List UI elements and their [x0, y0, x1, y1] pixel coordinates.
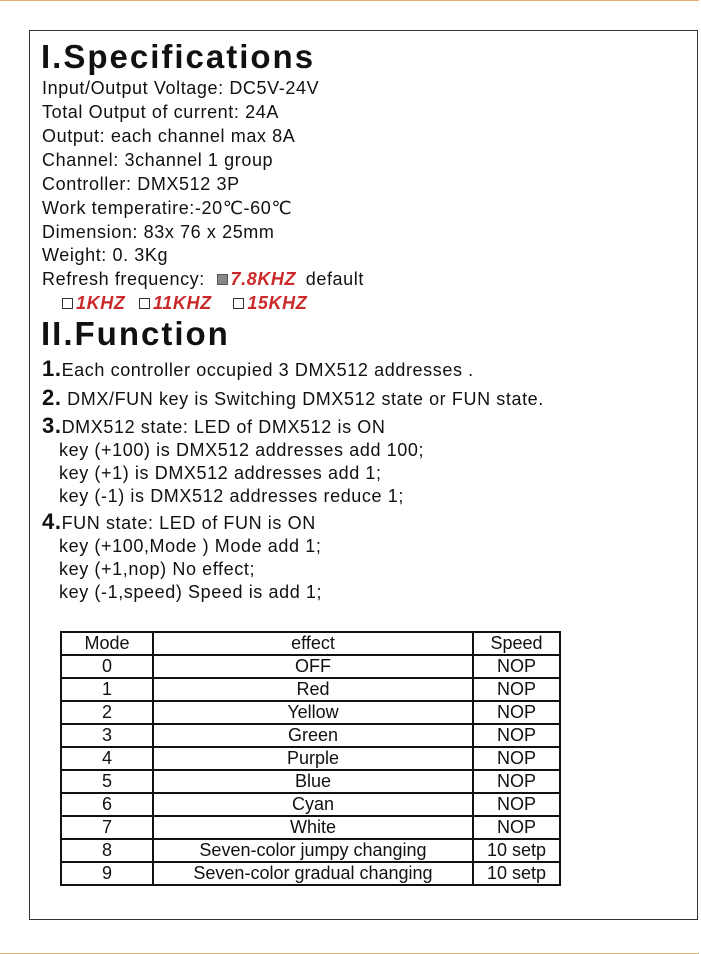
refresh-frequency-label: Refresh frequency: [42, 269, 205, 289]
speed-cell: NOP [473, 655, 560, 678]
function-item-3 [42, 415, 385, 437]
refresh-option-15khz: 15KHZ [247, 293, 308, 313]
function-item-2 [42, 387, 544, 409]
table-row [61, 793, 560, 816]
checkbox-empty-icon [233, 298, 244, 309]
effect-cell: Seven-color gradual changing [153, 862, 473, 885]
speed-cell: NOP [473, 816, 560, 839]
function-heading: II.Function [41, 315, 230, 352]
refresh-frequency-row [42, 270, 364, 288]
effect-cell: Red [153, 678, 473, 701]
speed-cell: NOP [473, 701, 560, 724]
table-row [61, 655, 560, 678]
function-4-key-plus100: key (+100,Mode ) Mode add 1; [59, 536, 322, 556]
table-row [61, 678, 560, 701]
function-3-key-plus1: key (+1) is DMX512 addresses add 1; [59, 463, 382, 483]
function-3-key-minus1: key (-1) is DMX512 addresses reduce 1; [59, 486, 404, 506]
mode-cell: 2 [61, 701, 153, 724]
checkbox-empty-icon [139, 298, 150, 309]
spec-output: Output: each channel max 8A [42, 126, 296, 146]
speed-cell: NOP [473, 724, 560, 747]
checkbox-checked-icon [217, 274, 228, 285]
spec-voltage: Input/Output Voltage: DC5V-24V [42, 78, 320, 98]
mode-cell: 6 [61, 793, 153, 816]
refresh-option-11khz: 11KHZ [153, 293, 212, 313]
speed-cell: NOP [473, 747, 560, 770]
effect-cell: Seven-color jumpy changing [153, 839, 473, 862]
effect-cell: Green [153, 724, 473, 747]
table-row [61, 701, 560, 724]
table-row [61, 816, 560, 839]
mode-cell: 8 [61, 839, 153, 862]
mode-cell: 9 [61, 862, 153, 885]
speed-cell: 10 setp [473, 839, 560, 862]
refresh-options-row [62, 294, 307, 312]
mode-table [60, 631, 561, 886]
spec-controller: Controller: DMX512 3P [42, 174, 240, 194]
function-4-key-plus1: key (+1,nop) No effect; [59, 559, 256, 579]
header-mode: Mode [61, 632, 153, 655]
function-item-text: FUN state: LED of FUN is ON [61, 513, 316, 533]
function-item-text: DMX/FUN key is Switching DMX512 state or FUN state. [61, 389, 544, 409]
spec-channel: Channel: 3channel 1 group [42, 150, 274, 170]
refresh-default-label: default [305, 269, 364, 289]
header-effect: effect [153, 632, 473, 655]
speed-cell: NOP [473, 770, 560, 793]
effect-cell: White [153, 816, 473, 839]
refresh-selected-value: 7.8KHZ [230, 269, 297, 289]
speed-cell: NOP [473, 678, 560, 701]
mode-cell: 5 [61, 770, 153, 793]
checkbox-empty-icon [62, 298, 73, 309]
function-item-text: DMX512 state: LED of DMX512 is ON [61, 417, 386, 437]
table-row [61, 724, 560, 747]
mode-cell: 7 [61, 816, 153, 839]
function-item-number: 1. [42, 356, 62, 381]
mode-cell: 0 [61, 655, 153, 678]
refresh-option-1khz: 1KHZ [76, 293, 126, 313]
effect-cell: Blue [153, 770, 473, 793]
speed-cell: 10 setp [473, 862, 560, 885]
effect-cell: Yellow [153, 701, 473, 724]
table-row [61, 862, 560, 885]
mode-cell: 3 [61, 724, 153, 747]
function-item-1 [42, 358, 474, 380]
function-item-number: 4. [42, 509, 62, 534]
table-row [61, 770, 560, 793]
effect-cell: Purple [153, 747, 473, 770]
effect-cell: OFF [153, 655, 473, 678]
spec-total-current: Total Output of current: 24A [42, 102, 279, 122]
function-item-text: Each controller occupied 3 DMX512 addresses . [61, 360, 474, 380]
table-row [61, 747, 560, 770]
specifications-heading: I.Specifications [41, 38, 316, 75]
spec-dimension: Dimension: 83x 76 x 25mm [42, 222, 275, 242]
spec-weight: Weight: 0. 3Kg [42, 245, 169, 265]
effect-cell: Cyan [153, 793, 473, 816]
spec-work-temperature: Work temperatire:-20℃-60℃ [42, 198, 293, 218]
mode-cell: 4 [61, 747, 153, 770]
table-header-row [61, 632, 560, 655]
function-item-4 [42, 511, 316, 533]
function-4-key-minus1: key (-1,speed) Speed is add 1; [59, 582, 323, 602]
table-row [61, 839, 560, 862]
function-3-key-plus100: key (+100) is DMX512 addresses add 100; [59, 440, 425, 460]
header-speed: Speed [473, 632, 560, 655]
function-item-number: 3. [42, 413, 62, 438]
function-item-number: 2. [42, 385, 62, 410]
speed-cell: NOP [473, 793, 560, 816]
mode-cell: 1 [61, 678, 153, 701]
